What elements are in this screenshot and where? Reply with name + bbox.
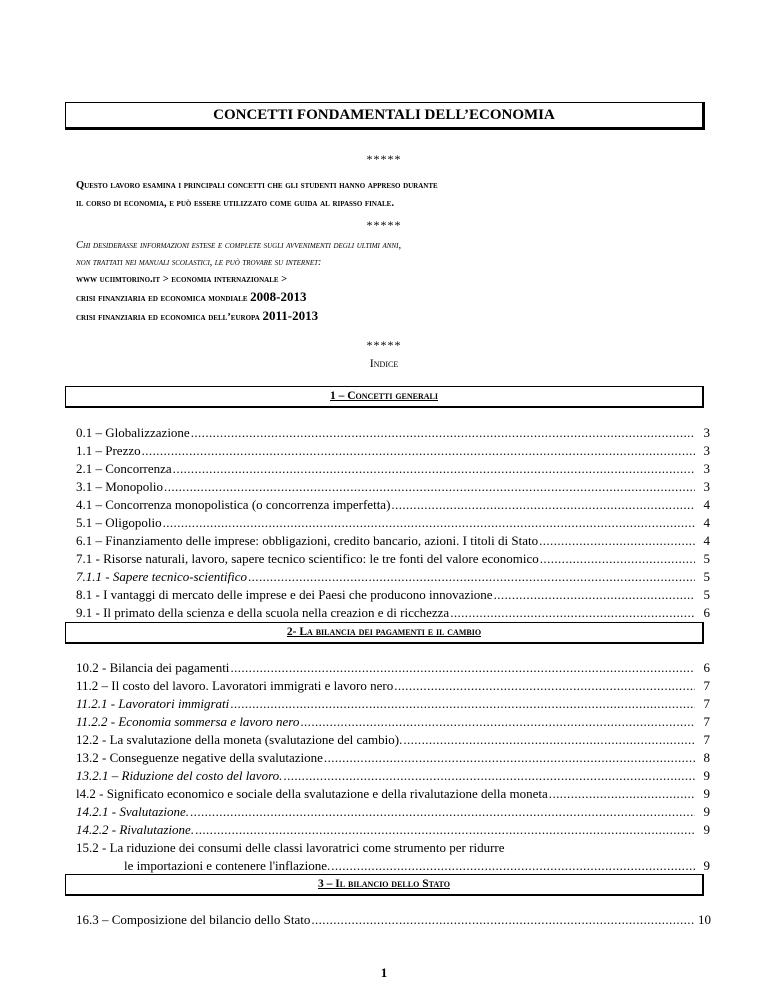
toc-entry-title: 7.1 - Risorse naturali, lavoro, sapere tecnico scientifico: le tre fonti del valore economico <box>76 551 539 566</box>
toc-entry-page: 4 <box>703 515 710 530</box>
toc-entry[interactable] <box>76 496 710 514</box>
toc-leader-dots <box>283 767 695 785</box>
separator-stars-1: ***** <box>366 152 402 166</box>
toc-entry-page: 3 <box>703 425 710 440</box>
toc-leader-dots <box>391 496 695 514</box>
toc-entry-page: 9 <box>703 786 710 801</box>
separator-stars-2: ***** <box>366 218 402 232</box>
toc-leader-dots <box>539 532 695 550</box>
intro-line-2: il corso di economia, e può essere utilizzato come guida al ripasso finale. <box>76 198 394 209</box>
toc-entry[interactable] <box>76 857 710 875</box>
toc-entry-title: 15.2 - La riduzione dei consumi delle classi lavoratrici come strumento per ridurre <box>76 840 505 855</box>
toc-entry-page: 5 <box>703 587 710 602</box>
toc-entry-title: 5.1 – Oligopolio <box>76 515 162 530</box>
toc-entry-page: 7 <box>703 696 710 711</box>
toc-entry[interactable] <box>76 586 710 604</box>
toc-entry[interactable] <box>76 659 710 677</box>
toc-entry-page: 3 <box>703 461 710 476</box>
notice-line-5 <box>76 307 716 326</box>
separator-stars-3: ***** <box>366 338 402 352</box>
toc-entry[interactable] <box>76 749 710 767</box>
toc-entry-page: 4 <box>703 497 710 512</box>
toc-leader-dots <box>494 586 695 604</box>
notice-line-5-text: crisi finanziaria ed economica dell’europa <box>76 312 260 323</box>
toc-leader-dots <box>450 604 695 622</box>
toc-entry-page: 3 <box>703 443 710 458</box>
index-label: Indice <box>369 356 399 370</box>
toc-entry-title: 11.2.2 - Economia sommersa e lavoro nero <box>76 714 300 729</box>
toc-entry-title: 13.2.1 – Riduzione del costo del lavoro. <box>76 768 283 783</box>
toc-entry[interactable] <box>76 839 710 857</box>
toc-entry-title: l4.2 - Significato economico e sociale della svalutazione e della rivalutazione della moneta <box>76 786 548 801</box>
toc-entry-page: 9 <box>703 822 710 837</box>
toc-entry-title: 7.1.1 - Sapere tecnico-scientifico <box>76 569 247 584</box>
toc-entry-title: 6.1 – Finanziamento delle imprese: obbligazioni, credito bancario, azioni. I titoli di Stato <box>76 533 539 548</box>
toc-entry[interactable] <box>76 785 710 803</box>
toc-entry[interactable] <box>76 460 710 478</box>
toc-entry-title: 8.1 - I vantaggi di mercato delle imprese e dei Paesi che producono innovazione <box>76 587 493 602</box>
toc-entry[interactable] <box>76 478 710 496</box>
toc-entry-page: 9 <box>703 768 710 783</box>
toc-leader-dots <box>394 677 695 695</box>
toc-entry-title: 14.2.1 - Svalutazione. <box>76 804 190 819</box>
section-heading-1-text: 1 – Concetti generali <box>329 390 438 402</box>
toc-entry-title: 16.3 – Composizione del bilancio dello Stato <box>76 912 311 927</box>
toc-leader-dots <box>230 695 695 713</box>
toc-entry-title: 14.2.2 - Rivalutazione. <box>76 822 195 837</box>
toc-section-2 <box>76 659 710 875</box>
toc-leader-dots <box>142 442 695 460</box>
toc-entry[interactable] <box>76 803 710 821</box>
toc-entry[interactable] <box>76 911 710 929</box>
toc-entry-page: 5 <box>703 551 710 566</box>
toc-leader-dots <box>230 659 695 677</box>
toc-leader-dots <box>403 731 695 749</box>
notice-link[interactable]: www uciimtorino.it > economia internazionale > <box>76 274 288 285</box>
notice-line-2: non trattati nei manuali scolastici, le può trovare su internet: <box>76 257 322 268</box>
toc-section-1 <box>76 424 710 622</box>
notice-line-4-text: crisi finanziaria ed economica mondiale <box>76 293 248 304</box>
toc-leader-dots <box>324 749 695 767</box>
toc-entry-title: 12.2 - La svalutazione della moneta (svalutazione del cambio). <box>76 732 403 747</box>
toc-entry[interactable] <box>76 514 710 532</box>
toc-entry-page: 10 <box>698 912 711 927</box>
toc-entry-page: 7 <box>703 714 710 729</box>
toc-leader-dots <box>191 424 695 442</box>
toc-entry-page: 6 <box>703 605 710 620</box>
section-heading-3 <box>65 874 704 896</box>
notice-paragraph <box>76 237 716 326</box>
notice-line-1: Chi desiderasse informazioni estese e complete sugli avvenimenti degli ultimi anni, <box>76 240 402 251</box>
toc-entry[interactable] <box>76 767 710 785</box>
toc-leader-dots <box>195 821 695 839</box>
toc-entry-title: 9.1 - Il primato della scienza e della scuola nella creazion e di ricchezza <box>76 605 450 620</box>
document-title: CONCETTI FONDAMENTALI DELL’ECONOMIA <box>65 102 705 130</box>
intro-paragraph <box>76 177 716 213</box>
toc-leader-dots <box>190 803 695 821</box>
toc-entry-page: 3 <box>703 479 710 494</box>
toc-entry-page: 4 <box>703 533 710 548</box>
section-heading-1 <box>65 386 704 408</box>
toc-entry[interactable] <box>76 695 710 713</box>
toc-entry-title: 13.2 - Conseguenze negative della svalutazione <box>76 750 323 765</box>
toc-entry[interactable] <box>76 604 710 622</box>
toc-entry[interactable] <box>76 713 710 731</box>
notice-line-5-years: 2011-2013 <box>262 308 319 323</box>
notice-line-4-years: 2008-2013 <box>250 289 307 304</box>
toc-entry[interactable] <box>76 532 710 550</box>
toc-leader-dots <box>164 478 695 496</box>
toc-entry[interactable] <box>76 821 710 839</box>
toc-entry-title: 3.1 – Monopolio <box>76 479 164 494</box>
toc-entry[interactable] <box>76 424 710 442</box>
toc-entry-page: 8 <box>703 750 710 765</box>
toc-entry-page: 7 <box>703 678 710 693</box>
toc-entry-title: le importazioni e contenere l'inflazione. <box>124 858 331 873</box>
toc-entry[interactable] <box>76 731 710 749</box>
toc-leader-dots <box>331 857 695 875</box>
toc-leader-dots <box>540 550 695 568</box>
toc-entry-title: 1.1 – Prezzo <box>76 443 141 458</box>
page-number: 1 <box>380 965 388 980</box>
toc-entry-page: 6 <box>703 660 710 675</box>
toc-entry-page: 5 <box>703 569 710 584</box>
toc-leader-dots <box>173 460 695 478</box>
toc-entry-page: 7 <box>703 732 710 747</box>
toc-entry[interactable] <box>76 568 710 586</box>
notice-line-4 <box>76 288 716 307</box>
toc-entry-title: 10.2 - Bilancia dei pagamenti <box>76 660 230 675</box>
toc-entry-title: 4.1 – Concorrenza monopolistica (o concorrenza imperfetta) <box>76 497 391 512</box>
section-heading-2 <box>65 622 704 644</box>
toc-entry-page: 9 <box>703 858 710 873</box>
toc-entry[interactable] <box>76 550 710 568</box>
toc-entry[interactable] <box>76 442 710 460</box>
intro-line-1: Questo lavoro esamina i principali concetti che gli studenti hanno appreso durante <box>76 180 438 191</box>
toc-entry-page: 9 <box>703 804 710 819</box>
toc-leader-dots <box>163 514 695 532</box>
toc-leader-dots <box>248 568 695 586</box>
section-heading-2-text: 2- La bilancia dei pagamenti e il cambio <box>286 626 482 638</box>
toc-leader-dots <box>311 911 695 929</box>
toc-entry-title: 0.1 – Globalizzazione <box>76 425 190 440</box>
toc-leader-dots <box>300 713 695 731</box>
toc-section-3 <box>76 911 710 929</box>
toc-entry-title: 2.1 – Concorrenza <box>76 461 172 476</box>
toc-entry[interactable] <box>76 677 710 695</box>
section-heading-3-text: 3 – Il bilancio dello Stato <box>318 878 450 890</box>
toc-leader-dots <box>549 785 695 803</box>
toc-entry-title: 11.2.1 - Lavoratori immigrati <box>76 696 230 711</box>
toc-entry-title: 11.2 – Il costo del lavoro. Lavoratori immigrati e lavoro nero <box>76 678 394 693</box>
